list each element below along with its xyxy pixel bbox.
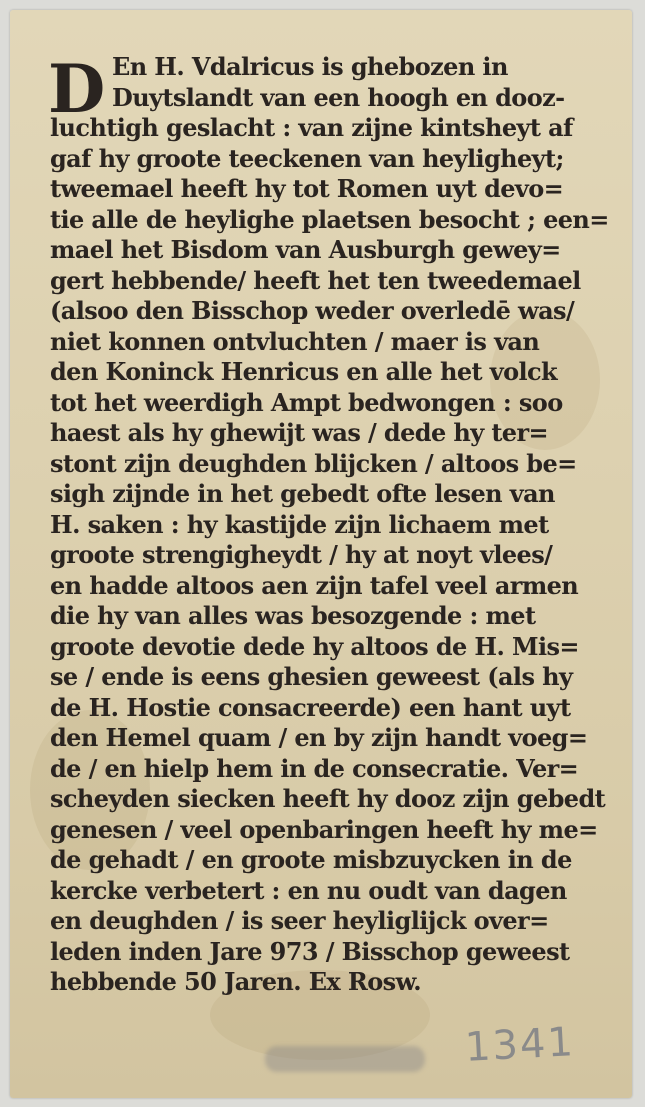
text-line: haest als hy ghewijt was / dede hy ter= [50, 418, 549, 447]
text-line: tot het weerdigh Ampt bedwongen : soo [50, 387, 563, 417]
text-line: niet konnen ontvluchten / maer is van [50, 326, 540, 356]
text-line: mael het Bisdom van Ausburgh gewey= [50, 235, 561, 264]
text-line: luchtigh geslacht : van zijne kintsheyt af [50, 113, 573, 142]
text-line: den Hemel quam / en by zijn handt voeg= [50, 723, 588, 752]
text-line: En H. Vdalricus is ghebozen in [112, 52, 508, 81]
text-line: tie alle de heylighe plaetsen besocht ; een= [50, 204, 609, 234]
text-line: gaf hy groote teeckenen van heyligheyt; [50, 143, 564, 173]
drop-cap-initial: D [48, 50, 106, 128]
text-line: de H. Hostie consacreerde) een hant uyt [50, 692, 571, 722]
text-line: en deughden / is seer heyliglijck over= [50, 906, 549, 935]
text-line: (alsoo den Bisschop weder overledē was/ [50, 296, 575, 325]
text-line: scheyden siecken heeft hy dooz zijn gebedt [50, 784, 606, 813]
text-line: de / en hielp hem in de consecratie. Ver= [50, 753, 579, 783]
text-line: hebbende 50 Jaren. Ex Rosw. [50, 967, 421, 996]
text-line: groote strengigheydt / hy at noyt vlees/ [50, 540, 553, 569]
document-page [10, 10, 632, 1098]
text-line: H. saken : hy kastijde zijn lichaem met [50, 509, 549, 539]
text-line: genesen / veel openbaringen heeft hy me= [50, 814, 598, 844]
text-line: tweemael heeft hy tot Romen uyt devo= [50, 174, 564, 203]
text-body [50, 52, 610, 998]
text-line: Duytslandt van een hoogh en dooz- [112, 82, 565, 112]
text-line: den Koninck Henricus en alle het volck [50, 357, 558, 386]
text-line: groote devotie dede hy altoos de H. Mis= [50, 631, 579, 661]
text-line: de gehadt / en groote misbzuycken in de [50, 845, 572, 874]
text-line: kercke verbetert : en nu oudt van dagen [50, 875, 567, 905]
text-line: se / ende is eens ghesien geweest (als hy [50, 662, 573, 691]
text-line: leden inden Jare 973 / Bisschop geweest [50, 936, 570, 966]
inventory-number: 1341 [463, 1019, 576, 1071]
text-line: sigh zijnde in het gebedt ofte lesen van [50, 479, 555, 508]
text-line: gert hebbende/ heeft het ten tweedemael [50, 265, 581, 295]
text-line: stont zijn deughden blijcken / altoos be= [50, 448, 577, 478]
text-line: die hy van alles was besozgende : met [50, 601, 536, 630]
text-line: en hadde altoos aen zijn tafel veel armen [50, 570, 579, 600]
ink-smudge [265, 1046, 425, 1072]
